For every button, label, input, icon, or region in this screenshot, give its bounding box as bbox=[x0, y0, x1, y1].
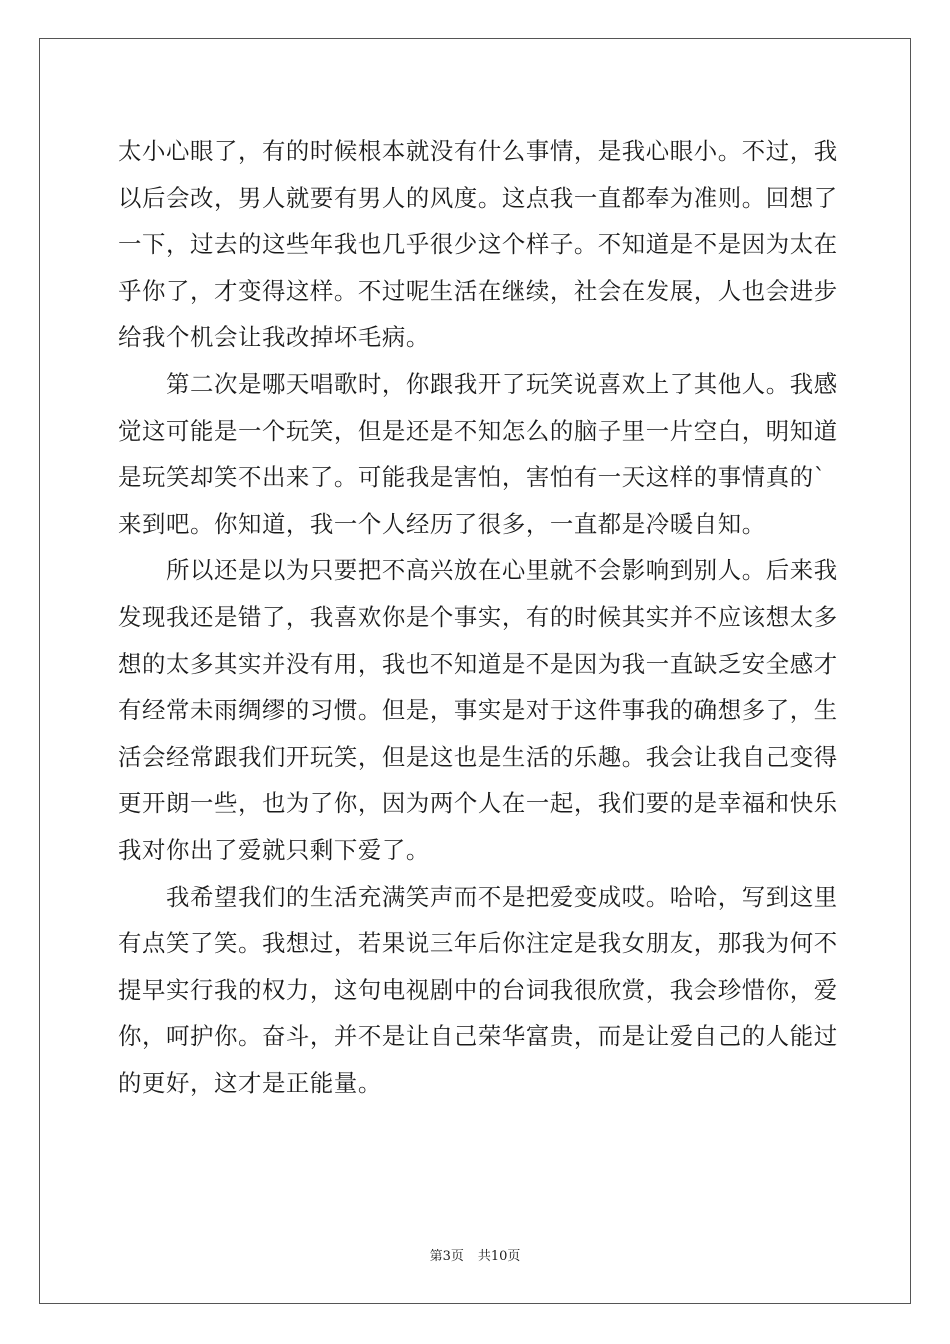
text-line: 更开朗一些，也为了你，因为两个人在一起，我们要的是幸福和快乐 bbox=[118, 789, 838, 818]
text-line: 来到吧。你知道，我一个人经历了很多，一直都是冷暖自知。 bbox=[118, 509, 766, 538]
text-line: 第二次是哪天唱歌时，你跟我开了玩笑说喜欢上了其他人。我感 bbox=[118, 369, 838, 398]
text-line: 我希望我们的生活充满笑声而不是把爱变成哎。哈哈，写到这里 bbox=[118, 882, 838, 911]
text-line: 给我个机会让我改掉坏毛病。 bbox=[118, 323, 430, 352]
paragraph-1 bbox=[118, 128, 838, 361]
text-line: 有经常未雨绸缪的习惯。但是，事实是对于这件事我的确想多了，生 bbox=[118, 696, 838, 725]
paragraph-3 bbox=[118, 547, 838, 873]
text-line: 你，呵护你。奋斗，并不是让自己荣华富贵，而是让爱自己的人能过 bbox=[118, 1022, 838, 1051]
text-line: 乎你了，才变得这样。不过呢生活在继续，社会在发展，人也会进步 bbox=[118, 276, 838, 305]
page-number: 第3页 bbox=[429, 1249, 464, 1264]
paragraph-4 bbox=[118, 874, 838, 1107]
text-line: 觉这可能是一个玩笑，但是还是不知怎么的脑子里一片空白，明知道 bbox=[118, 416, 838, 445]
text-line: 一下，过去的这些年我也几乎很少这个样子。不知道是不是因为太在 bbox=[118, 230, 838, 259]
text-line: 太小心眼了，有的时候根本就没有什么事情，是我心眼小。不过，我 bbox=[118, 137, 838, 165]
text-line: 活会经常跟我们开玩笑，但是这也是生活的乐趣。我会让我自己变得 bbox=[118, 742, 838, 771]
total-pages: 共10页 bbox=[477, 1249, 521, 1264]
paragraph-2 bbox=[118, 361, 838, 547]
text-line: 有点笑了笑。我想过，若果说三年后你注定是我女朋友，那我为何不 bbox=[118, 929, 838, 958]
text-line: 想的太多其实并没有用，我也不知道是不是因为我一直缺乏安全感才 bbox=[118, 649, 838, 678]
page-footer bbox=[0, 1245, 950, 1264]
text-line: 发现我还是错了，我喜欢你是个事实，有的时候其实并不应该想太多 bbox=[118, 602, 838, 631]
document-body bbox=[118, 128, 838, 1106]
text-line: 所以还是以为只要把不高兴放在心里就不会影响到别人。后来我 bbox=[118, 556, 838, 585]
text-line: 提早实行我的权力，这句电视剧中的台词我很欣赏，我会珍惜你，爱 bbox=[118, 975, 838, 1004]
text-line: 是玩笑却笑不出来了。可能我是害怕，害怕有一天这样的事情真的` bbox=[118, 463, 827, 492]
text-line: 我对你出了爱就只剩下爱了。 bbox=[118, 835, 430, 864]
text-line: 的更好，这才是正能量。 bbox=[118, 1068, 382, 1097]
text-line: 以后会改，男人就要有男人的风度。这点我一直都奉为准则。回想了 bbox=[118, 183, 838, 212]
